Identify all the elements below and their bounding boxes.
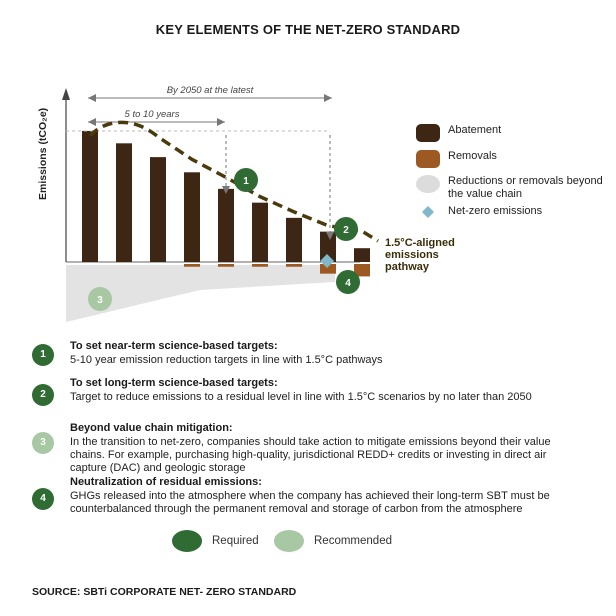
key-required <box>172 530 259 552</box>
span-short-left-head <box>88 118 96 126</box>
svg-text:4: 4 <box>345 278 351 289</box>
abatement-bar <box>82 131 98 262</box>
row-2-body: Target to reduce emissions to a residual level in line with 1.5°C scenarios by no later than 2050 <box>70 391 532 403</box>
svg-text:1: 1 <box>243 176 249 187</box>
key-recommended <box>274 530 392 552</box>
key-recommended-label: Recommended <box>314 535 392 547</box>
span-short-label: 5 to 10 years <box>124 109 180 120</box>
legend-beyond-label: Reductions or removals beyond the value chain <box>448 175 603 200</box>
removals-bar <box>252 264 268 267</box>
beyond-swatch <box>416 175 440 193</box>
legend-removals <box>416 150 497 168</box>
row-3-body: In the transition to net-zero, companies should take action to mitigate emissions beyond their value chains. For example, purchasing high-quality, jurisdictional REDD+ credits or investing in direct air capture (DAC) and geologic storage <box>70 436 551 474</box>
chart-badge-4 <box>336 270 360 294</box>
element-row-1 <box>32 340 592 370</box>
pathway-label-line1: 1.5°C-aligned <box>385 237 455 249</box>
badge-3: 3 <box>32 432 54 454</box>
legend-removals-label: Removals <box>448 150 497 162</box>
abatement-bar <box>252 203 268 262</box>
y-axis-arrow <box>62 88 70 100</box>
pathway-label-line3: pathway <box>385 261 430 273</box>
legend-beyond <box>416 175 616 201</box>
row-2-title: To set long-term science-based targets: <box>70 377 278 389</box>
legend-net-zero-label: Net-zero emissions <box>448 205 543 217</box>
page-title: KEY ELEMENTS OF THE NET-ZERO STANDARD <box>155 22 461 37</box>
required-dot <box>172 530 202 552</box>
legend-abatement-label: Abatement <box>448 124 502 136</box>
y-axis-label: Emissions (tCO₂e) <box>37 107 49 200</box>
abatement-bar <box>150 157 166 262</box>
row-4-title: Neutralization of residual emissions: <box>70 476 262 488</box>
legend-net-zero <box>416 205 542 219</box>
element-row-3 <box>32 422 592 480</box>
net-zero-swatch <box>416 205 440 219</box>
row-1-title: To set near-term science-based targets: <box>70 340 278 352</box>
abatement-bar <box>286 218 302 262</box>
recommended-dot <box>274 530 304 552</box>
abatement-swatch <box>416 124 440 142</box>
legend-abatement <box>416 124 501 142</box>
abatement-bar <box>184 172 200 262</box>
row-1-body: 5-10 year emission reduction targets in line with 1.5°C pathways <box>70 354 383 366</box>
chart-badge-3 <box>88 287 112 311</box>
removals-bar <box>218 264 234 267</box>
removals-bar <box>286 264 302 267</box>
span-long-label: By 2050 at the latest <box>166 85 254 96</box>
abatement-bar <box>354 248 370 262</box>
badge-1: 1 <box>32 344 54 366</box>
span-long-left-head <box>88 94 96 102</box>
svg-text:3: 3 <box>97 295 103 306</box>
removals-bar <box>184 264 200 267</box>
chart-badge-1 <box>234 168 258 192</box>
element-row-4 <box>32 476 592 534</box>
abatement-bar <box>218 189 234 262</box>
removals-swatch <box>416 150 440 168</box>
element-row-2 <box>32 377 592 421</box>
span-long-right-head <box>324 94 332 102</box>
source-note: SOURCE: SBTi CORPORATE NET- ZERO STANDARD <box>32 586 297 598</box>
svg-text:2: 2 <box>343 225 349 236</box>
abatement-bar <box>116 143 132 262</box>
span-short-right-head <box>217 118 225 126</box>
pathway-label-line2: emissions <box>385 249 439 261</box>
row-3-title: Beyond value chain mitigation: <box>70 422 233 434</box>
row-4-body: GHGs released into the atmosphere when the company has achieved their long-term SBT must be counterbalanced through the permanent removal and storage of carbon from the atmosphere <box>70 490 550 515</box>
key-required-label: Required <box>212 535 259 547</box>
badge-2: 2 <box>32 384 54 406</box>
badge-4: 4 <box>32 488 54 510</box>
chart-badge-2 <box>334 217 358 241</box>
